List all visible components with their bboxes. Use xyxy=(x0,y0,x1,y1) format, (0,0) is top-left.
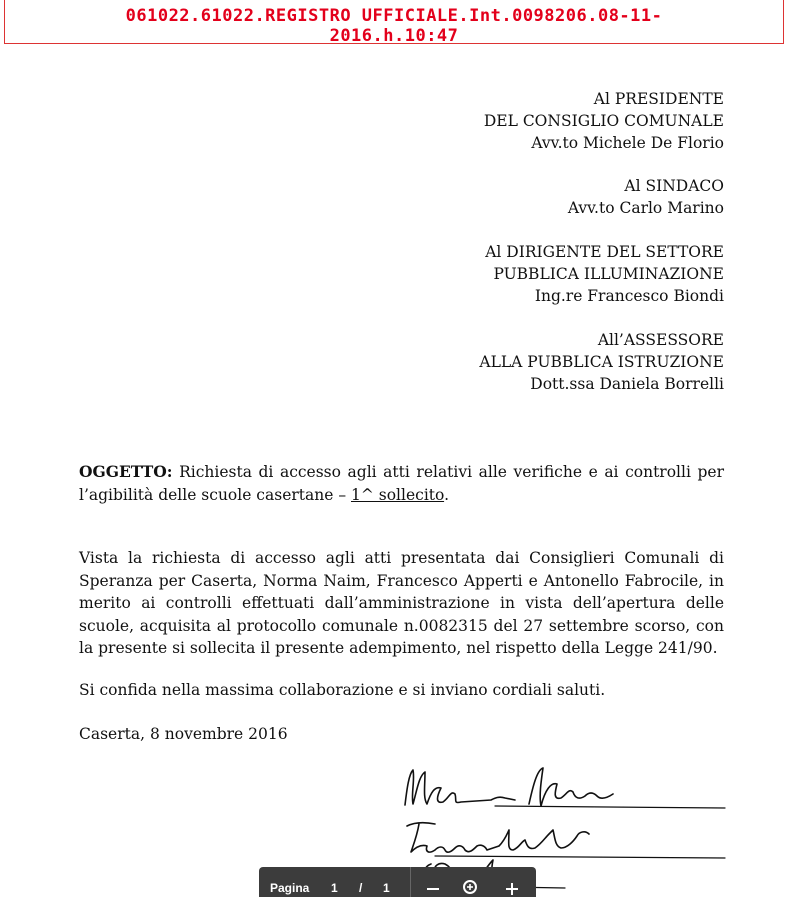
zoom-in-button[interactable] xyxy=(501,873,523,895)
plus-icon xyxy=(501,873,523,895)
recipient-office: PUBBLICA ILLUMINAZIONE xyxy=(493,265,724,283)
protocol-stamp xyxy=(4,0,784,44)
recipient-name: Dott.ssa Daniela Borrelli xyxy=(530,375,724,393)
recipient-title: Al PRESIDENTE xyxy=(593,90,724,108)
signature-1 xyxy=(405,768,613,806)
zoom-reset-button[interactable] xyxy=(459,873,481,895)
total-pages: 1 xyxy=(383,881,390,895)
protocol-stamp-text xyxy=(5,6,783,46)
subject-label: OGGETTO: xyxy=(79,462,173,481)
recipient-office: DEL CONSIGLIO COMUNALE xyxy=(483,112,724,130)
signature-line-2 xyxy=(435,856,725,858)
body-paragraph-closing: Si confida nella massima collaborazione e si inviano cordiali saluti. xyxy=(79,681,606,699)
recipient-president xyxy=(484,88,724,154)
subject-text: Richiesta di accesso agli atti relativi alle verifiche e ai controlli per l’agibilità delle scuole casertane – xyxy=(79,463,724,504)
subject-line xyxy=(79,460,724,507)
page-separator: / xyxy=(359,881,363,895)
recipient-mayor xyxy=(568,175,724,219)
signature-line-1 xyxy=(495,806,725,808)
recipient-assessor xyxy=(479,329,724,395)
recipient-title: Al DIRIGENTE DEL SETTORE xyxy=(485,243,724,261)
recipient-name: Ing.re Francesco Biondi xyxy=(534,287,724,305)
recipient-office: ALLA PUBBLICA ISTRUZIONE xyxy=(479,353,724,371)
recipient-director xyxy=(485,241,724,307)
place-date: Caserta, 8 novembre 2016 xyxy=(79,725,288,743)
zoom-icon xyxy=(459,873,481,895)
body-paragraph-request: Vista la richiesta di accesso agli atti presentata dai Consiglieri Comunali di Speranza per Caserta, Norma Naim, Francesco Apperti e Antonello Fabrocile, in merito ai controlli effettuati dall’amministrazione in vista dell’apertura delle scuole, acquisita al protocollo comunale n.0082315 del 27 settembre scorso, con la presente si sollecita il presente adempimento, nel rispetto della Legge 241/90. xyxy=(79,549,724,657)
current-page-input[interactable]: 1 xyxy=(331,881,338,895)
recipient-title: Al SINDACO xyxy=(624,177,724,195)
recipient-title: All’ASSESSORE xyxy=(597,331,724,349)
recipient-name: Avv.to Michele De Florio xyxy=(531,134,724,152)
signature-2 xyxy=(407,823,589,852)
zoom-out-button[interactable] xyxy=(422,873,444,895)
protocol-stamp-line2: 2016.h.10:47 xyxy=(329,26,459,46)
recipient-name: Avv.to Carlo Marino xyxy=(567,199,724,217)
subject-reminder: 1^ sollecito xyxy=(351,486,445,504)
minus-icon xyxy=(422,873,444,895)
page-label: Pagina xyxy=(270,881,310,895)
subject-end: . xyxy=(444,486,450,504)
protocol-stamp-line1: 061022.61022.REGISTRO UFFICIALE.Int.0098206.08-11- xyxy=(125,6,663,26)
